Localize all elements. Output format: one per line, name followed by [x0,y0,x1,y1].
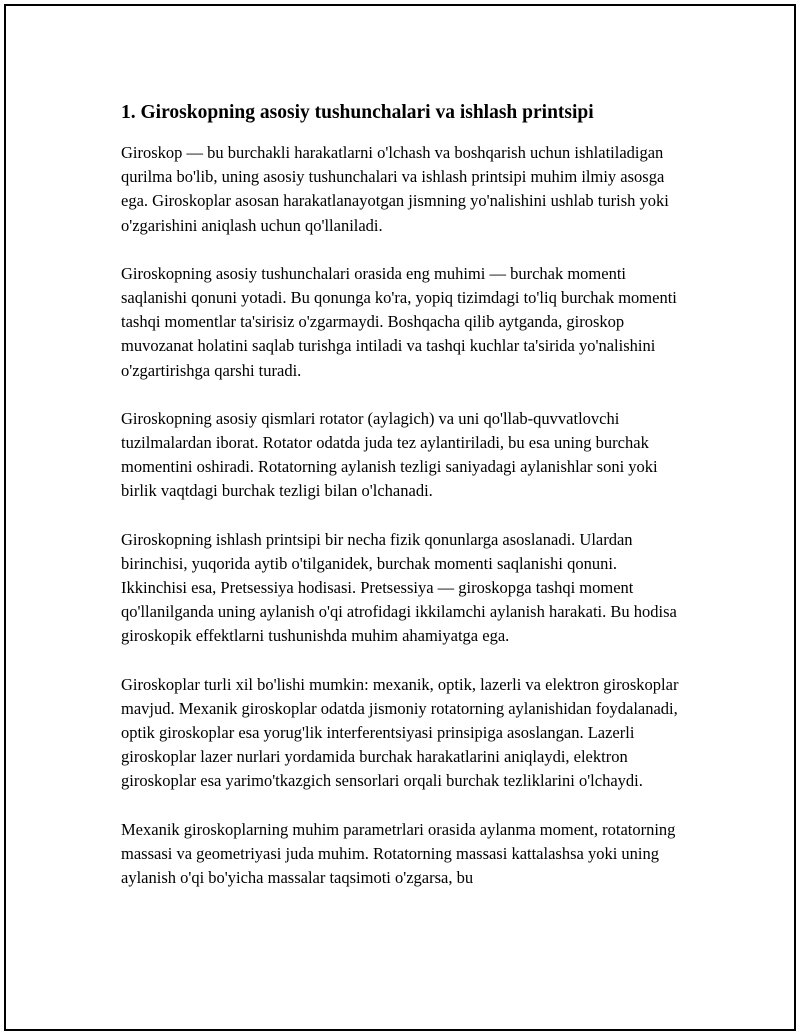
section-heading: 1. Giroskopning asosiy tushunchalari va ishlash printsipi [121,102,594,123]
paragraph: Mexanik giroskoplarning muhim parametrlari orasida aylanma moment, rotatorning massasi va geometriyasi juda muhim. Rotatorning massasi kattalashsa yoki uning aylanish o'qi bo'yicha massalar taqsimoti o'zgarsa, bu [121,819,676,888]
document-page [4,4,796,1031]
document-body [121,99,681,914]
paragraph: Giroskop — bu burchakli harakatlarni o'lchash va boshqarish uchun ishlatiladigan qurilma bo'lib, uning asosiy tushunchalari va ishlash printsipi muhim ilmiy asosga ega. Giroskoplar asosan harakatlanayotgan jismning yo'nalishini ushlab turish yoki o'zgarishini aniqlash uchun qo'llaniladi. [121,143,669,235]
paragraph: Giroskopning ishlash printsipi bir necha fizik qonunlarga asoslanadi. Ulardan birinchisi, yuqorida aytib o'tilganidek, burchak momenti saqlanishi qonuni. Ikkinchisi esa, Pretsessiya hodisasi. Pretsessiya — giroskopga tashqi moment qo'llanilganda uning aylanish o'qi atrofidagi ikkilamchi aylanish harakati. Bu hodisa giroskopik effektlarni tushunishda muhim ahamiyatga ega. [121,529,677,646]
paragraph: Giroskopning asosiy tushunchalari orasida eng muhimi — burchak momenti saqlanishi qonuni yotadi. Bu qonunga ko'ra, yopiq tizimdagi to'liq burchak momenti tashqi momentlar ta'sirisiz o'zgarmaydi. Boshqacha qilib aytganda, giroskop muvozanat holatini saqlab turishga intiladi va tashqi kuchlar ta'sirida yo'nalishini o'zgartirishga qarshi turadi. [121,263,677,380]
paragraph: Giroskoplar turli xil bo'lishi mumkin: mexanik, optik, lazerli va elektron giroskoplar mavjud. Mexanik giroskoplar odatda jismoniy rotatorning aylanishidan foydalanadi, optik giroskoplar esa yorug'lik interferentsiyasi prinsipiga asoslangan. Lazerli giroskoplar lazer nurlari yordamida burchak harakatlarini aniqlaydi, elektron giroskoplar esa yarimo'tkazgich sensorlari orqali burchak tezliklarini o'lchaydi. [121,674,679,791]
paragraph: Giroskopning asosiy qismlari rotator (aylagich) va uni qo'llab-quvvatlovchi tuzilmalardan iborat. Rotator odatda juda tez aylantiriladi, bu esa uning burchak momentini oshiradi. Rotatorning aylanish tezligi saniyadagi aylanishlar soni yoki birlik vaqtdagi burchak tezligi bilan o'lchanadi. [121,408,658,501]
